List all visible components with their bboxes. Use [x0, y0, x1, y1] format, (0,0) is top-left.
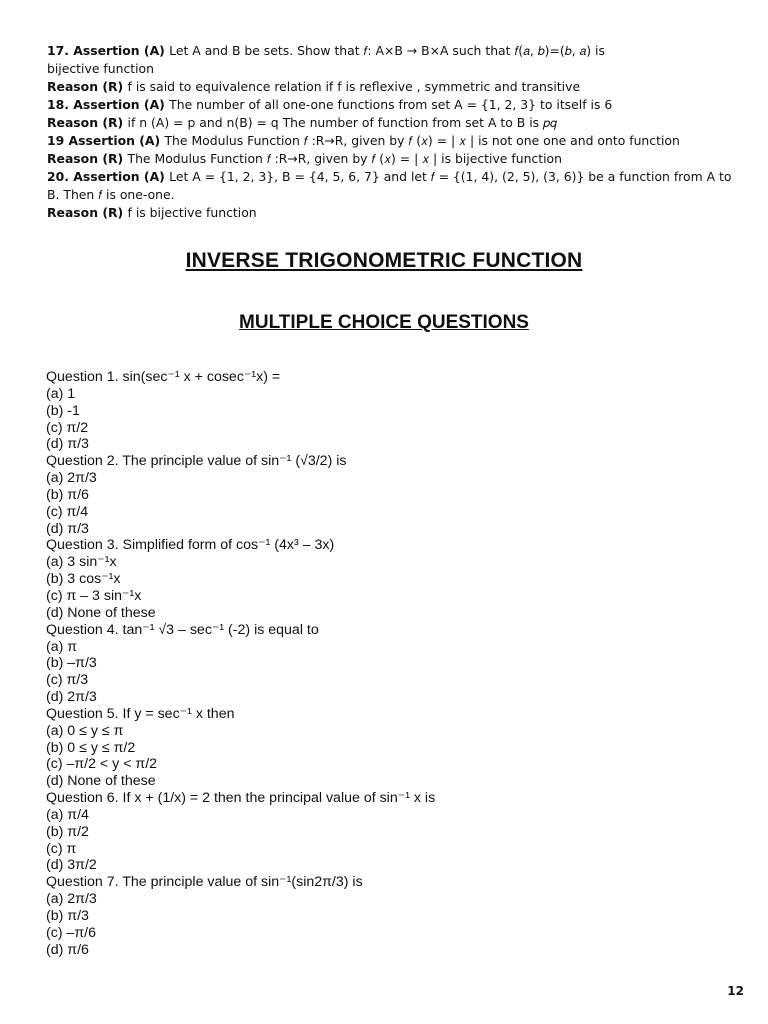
- answer-option: (a) π: [46, 638, 78, 655]
- question-text: Question 4. tan⁻¹ √3 – sec⁻¹ (-2) is equal to: [46, 621, 319, 638]
- text-line: 17. Assertion (A) Let A and B be sets. Show that 𝑓: A×B → B×A such that 𝑓(𝑎, 𝑏)=(𝑏, 𝑎) is: [47, 43, 605, 58]
- text-line: bijective function: [47, 61, 154, 76]
- answer-option: (b) π/6: [46, 486, 89, 503]
- question-text: Question 1. sin(sec⁻¹ x + cosec⁻¹x) =: [46, 369, 281, 385]
- answer-option: (d) 3π/2: [46, 857, 97, 874]
- answer-option: (d) π/3: [46, 436, 89, 453]
- question-text: Question 5. If y = sec⁻¹ x then: [46, 705, 235, 722]
- text-line: Reason (R) f is said to equivalence relation if f is reflexive , symmetric and transitive: [47, 79, 581, 94]
- answer-option: (d) π/3: [46, 520, 89, 537]
- answer-option: (b) π/3: [46, 908, 89, 924]
- question-text: Question 2. The principle value of sin⁻¹ (√3/2) is: [46, 453, 347, 470]
- section-heading: INVERSE TRIGONOMETRIC FUNCTION: [185, 249, 583, 272]
- text-line: B. Then 𝑓 is one-one.: [47, 187, 175, 202]
- answer-option: (d) None of these: [46, 773, 156, 790]
- answer-option: (b) π/2: [46, 823, 89, 840]
- answer-option: (b) –π/3: [46, 655, 97, 672]
- text-line: Reason (R) The Modulus Function 𝑓 :R→R, given by 𝑓 (𝑥) = | 𝑥 | is bijective function: [47, 151, 562, 166]
- answer-option: (d) π/6: [46, 941, 89, 958]
- answer-option: (c) π – 3 sin⁻¹x: [46, 587, 142, 604]
- answer-option: (a) 3 sin⁻¹x: [46, 554, 117, 571]
- text-line: 18. Assertion (A) The number of all one-one functions from set A = {1, 2, 3} to itself is 6: [47, 97, 613, 112]
- answer-option: (c) –π/2 < y < π/2: [46, 756, 158, 773]
- answer-option: (b) 0 ≤ y ≤ π/2: [46, 739, 136, 756]
- question-text: Question 6. If x + (1/x) = 2 then the principal value of sin⁻¹ x is: [46, 790, 436, 807]
- question-text: Question 3. Simplified form of cos⁻¹ (4x³ – 3x): [46, 537, 335, 554]
- assertion-reason-section: [47, 42, 737, 222]
- answer-option: (c) π/3: [46, 672, 89, 689]
- mcq-list: [46, 369, 736, 959]
- question-text: Question 7. The principle value of sin⁻¹(sin2π/3) is: [46, 874, 363, 891]
- answer-option: (d) None of these: [46, 604, 156, 621]
- answer-option: (a) 0 ≤ y ≤ π: [46, 722, 124, 739]
- answer-option: (c) π/4: [46, 503, 89, 520]
- text-line: Reason (R) f is bijective function: [47, 205, 257, 220]
- answer-option: (c) π/2: [46, 419, 89, 436]
- answer-option: (c) –π/6: [46, 924, 96, 941]
- answer-option: (a) 2π/3: [46, 891, 97, 908]
- text-line: 19 Assertion (A) The Modulus Function 𝑓 :R→R, given by 𝑓 (𝑥) = | 𝑥 | is not one one and onto function: [47, 133, 680, 148]
- answer-option: (b) -1: [46, 402, 80, 419]
- answer-option: (d) 2π/3: [46, 689, 97, 706]
- page-number: 12: [727, 984, 744, 998]
- answer-option: (a) π/4: [46, 806, 89, 823]
- answer-option: (a) 2π/3: [46, 470, 97, 487]
- answer-option: (c) π: [46, 840, 77, 857]
- section-subheading: MULTIPLE CHOICE QUESTIONS: [239, 312, 529, 333]
- answer-option: (a) 1: [46, 385, 76, 402]
- answer-option: (b) 3 cos⁻¹x: [46, 571, 121, 588]
- text-line: Reason (R) if n (A) = p and n(B) = q The number of function from set A to B is 𝑝𝑞: [47, 115, 557, 130]
- text-line: 20. Assertion (A) Let A = {1, 2, 3}, B = {4, 5, 6, 7} and let 𝑓 = {(1, 4), (2, 5), (3, 6)} be a function from A to: [47, 169, 732, 184]
